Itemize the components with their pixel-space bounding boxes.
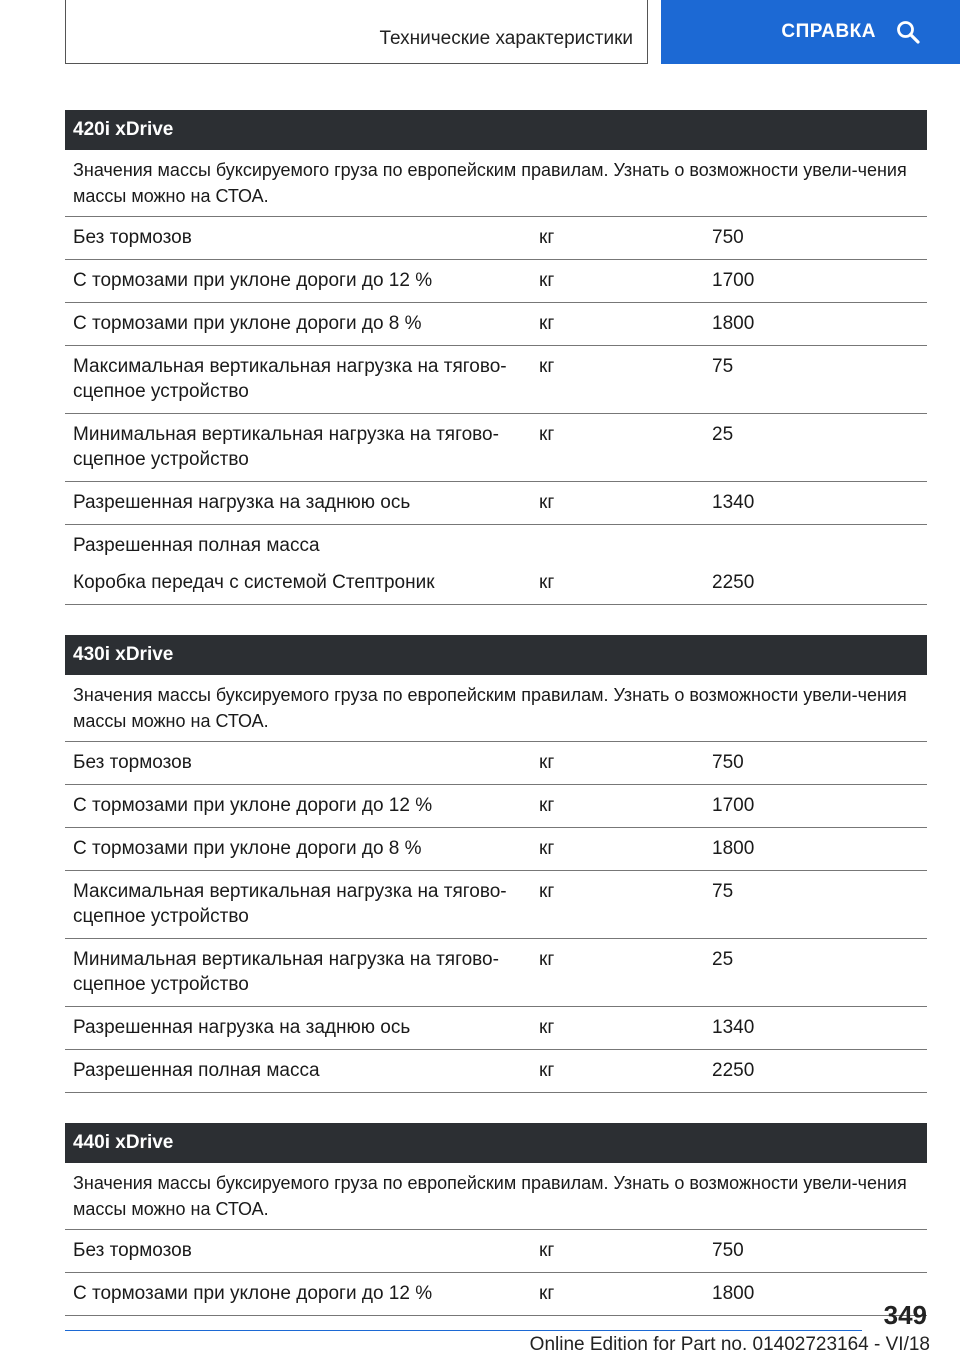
search-icon xyxy=(896,20,920,44)
chapter-tab[interactable] xyxy=(65,0,648,64)
section-title: 420i xDrive xyxy=(65,110,927,150)
row-value: 1700 xyxy=(712,270,755,291)
help-button[interactable] xyxy=(661,0,960,64)
table-row xyxy=(65,871,927,939)
spec-section-440i xyxy=(65,1123,927,1316)
row-unit: кг xyxy=(539,949,555,970)
row-value: 2250 xyxy=(712,1060,755,1081)
table-row xyxy=(65,414,927,482)
page-number: 349 xyxy=(883,1300,927,1330)
row-unit: кг xyxy=(539,227,555,248)
row-label: Максимальная вертикальная нагрузка на тягово-сцепное устройство xyxy=(73,356,507,402)
row-unit: кг xyxy=(539,838,555,859)
row-label: С тормозами при уклоне дороги до 12 % xyxy=(73,270,433,291)
table-row xyxy=(65,828,927,871)
row-unit: кг xyxy=(539,1283,555,1304)
section-title: 440i xDrive xyxy=(65,1123,927,1163)
row-label: Без тормозов xyxy=(73,227,192,248)
row-label: Максимальная вертикальная нагрузка на тягово-сцепное устройство xyxy=(73,881,507,927)
row-unit: кг xyxy=(539,572,555,593)
row-label: Разрешенная полная масса xyxy=(73,535,320,556)
row-unit: кг xyxy=(539,356,555,377)
row-label: Разрешенная нагрузка на заднюю ось xyxy=(73,1017,411,1038)
row-value: 1800 xyxy=(712,838,755,859)
row-unit: кг xyxy=(539,1017,555,1038)
row-value: 75 xyxy=(712,356,734,377)
row-value: 750 xyxy=(712,752,744,773)
row-value: 750 xyxy=(712,1240,744,1261)
row-value: 25 xyxy=(712,424,734,445)
row-label: Без тормозов xyxy=(73,1240,192,1261)
table-row xyxy=(65,1050,927,1093)
chapter-title: Технические характеристики xyxy=(379,28,633,49)
row-value: 75 xyxy=(712,881,734,902)
row-unit: кг xyxy=(539,795,555,816)
row-unit: кг xyxy=(539,752,555,773)
section-title: 430i xDrive xyxy=(65,635,927,675)
row-unit: кг xyxy=(539,1060,555,1081)
table-row xyxy=(65,525,927,562)
table-row xyxy=(65,303,927,346)
spec-content xyxy=(65,110,927,1346)
table-row xyxy=(65,346,927,414)
row-label: Без тормозов xyxy=(73,752,192,773)
row-unit: кг xyxy=(539,424,555,445)
row-label: Минимальная вертикальная нагрузка на тягово-сцепное устройство xyxy=(73,424,499,470)
row-label: Разрешенная полная масса xyxy=(73,1060,320,1081)
spec-section-430i xyxy=(65,635,927,1093)
row-value: 1700 xyxy=(712,795,755,816)
table-row xyxy=(65,939,927,1007)
row-unit: кг xyxy=(539,492,555,513)
row-value: 750 xyxy=(712,227,744,248)
row-value: 1800 xyxy=(712,1283,755,1304)
table-row xyxy=(65,562,927,605)
section-note: Значения массы буксируемого груза по европейским правилам. Узнать о возможности увели-чения массы можно на СТОА. xyxy=(65,675,927,742)
row-value: 25 xyxy=(712,949,734,970)
row-label: Минимальная вертикальная нагрузка на тягово-сцепное устройство xyxy=(73,949,499,995)
row-unit: кг xyxy=(539,1240,555,1261)
row-label: С тормозами при уклоне дороги до 12 % xyxy=(73,1283,433,1304)
table-row xyxy=(65,482,927,525)
row-label: С тормозами при уклоне дороги до 12 % xyxy=(73,795,433,816)
table-row xyxy=(65,1007,927,1050)
row-unit: кг xyxy=(539,881,555,902)
row-label: С тормозами при уклоне дороги до 8 % xyxy=(73,313,422,334)
help-label: СПРАВКА xyxy=(781,21,876,42)
row-unit: кг xyxy=(539,313,555,334)
row-value: 2250 xyxy=(712,572,755,593)
section-note: Значения массы буксируемого груза по европейским правилам. Узнать о возможности увели-чения массы можно на СТОА. xyxy=(65,1163,927,1230)
row-value: 1340 xyxy=(712,492,755,513)
table-row xyxy=(65,260,927,303)
table-row xyxy=(65,742,927,785)
row-value: 1340 xyxy=(712,1017,755,1038)
row-label: Разрешенная нагрузка на заднюю ось xyxy=(73,492,411,513)
row-value: 1800 xyxy=(712,313,755,334)
footer-divider xyxy=(65,1330,862,1331)
row-label: Коробка передач с системой Стептроник xyxy=(73,572,435,593)
table-row xyxy=(65,1273,927,1316)
row-unit xyxy=(539,533,712,558)
section-note: Значения массы буксируемого груза по европейским правилам. Узнать о возможности увели-чения массы можно на СТОА. xyxy=(65,150,927,217)
spec-section-420i xyxy=(65,110,927,605)
row-label: С тормозами при уклоне дороги до 8 % xyxy=(73,838,422,859)
table-row xyxy=(65,785,927,828)
table-row xyxy=(65,1230,927,1273)
row-unit: кг xyxy=(539,270,555,291)
table-row xyxy=(65,217,927,260)
edition-footer: Online Edition for Part no. 01402723164 - VI/18 xyxy=(529,1334,930,1355)
row-value xyxy=(712,533,927,558)
